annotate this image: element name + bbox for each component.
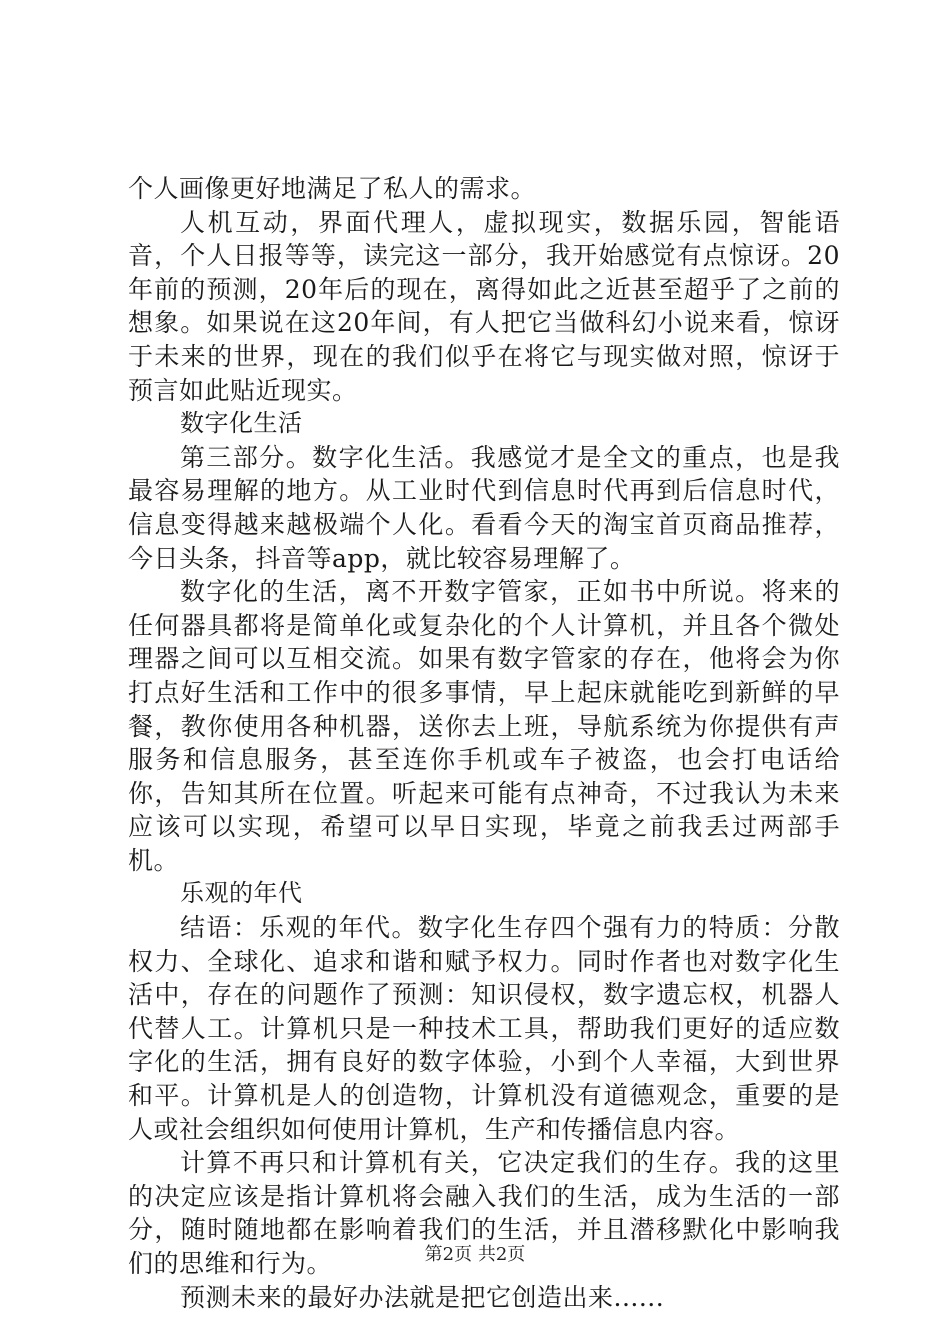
paragraph-7: 预测未来的最好办法就是把它创造出来...... [180,1282,665,1312]
section-heading-digital-life: 数字化生活 [180,409,303,438]
paragraph-1: 个人画像更好地满足了私人的需求。 [128,174,537,203]
paragraph-6: 计算不再只和计算机有关，它决定我们的生存。我的这里的决定应该是指计算机将会融入我们的生活，成为生活的一部分，随时随地都在影响着我们的生活，并且潜移默化中影响我们的思维和行为。 [128,1148,840,1278]
paragraph-5: 结语：乐观的年代。数字化生存四个强有力的特质：分散权力、全球化、追求和谐和赋予权力。同时作者也对数字化生活中，存在的问题作了预测：知识侵权，数字遗忘权，机器人代替人工。计算机只是一种技术工具，帮助我们更好的适应数字化的生活，拥有良好的数字体验，小到个人幸福，大到世界和平。计算机是人的创造物，计算机没有道德观念，重要的是人或社会组织如何使用计算机，生产和传播信息内容。 [128,913,840,1144]
page-number-footer: 第2页 共2页 [424,1244,526,1265]
paragraph-2: 人机互动，界面代理人，虚拟现实，数据乐园，智能语音，个人日报等等，读完这一部分，我开始感觉有点惊讶。20年前的预测，20年后的现在，离得如此之近甚至超乎了之前的想象。如果说在这20年间，有人把它当做科幻小说来看，惊讶于未来的世界，现在的我们似乎在将它与现实做对照，惊讶于预言如此贴近现实。 [128,207,840,405]
paragraph-3: 第三部分。数字化生活。我感觉才是全文的重点，也是我最容易理解的地方。从工业时代到信息时代再到后信息时代，信息变得越来越极端个人化。看看今天的淘宝首页商品推荐，今日头条，抖音等app，就比较容易理解了。 [128,442,840,573]
document-body [128,172,840,1314]
section-heading-optimistic-era: 乐观的年代 [180,879,303,908]
paragraph-4: 数字化的生活，离不开数字管家，正如书中所说。将来的任何器具都将是简单化或复杂化的个人计算机，并且各个微处理器之间可以互相交流。如果有数字管家的存在，他将会为你打点好生活和工作中的很多事情，早上起床就能吃到新鲜的早餐，教你使用各种机器，送你去上班，导航系统为你提供有声服务和信息服务，甚至连你手机或车子被盗，也会打电话给你，告知其所在位置。听起来可能有点神奇，不过我认为未来应该可以实现，希望可以早日实现，毕竟之前我丢过两部手机。 [128,577,840,875]
